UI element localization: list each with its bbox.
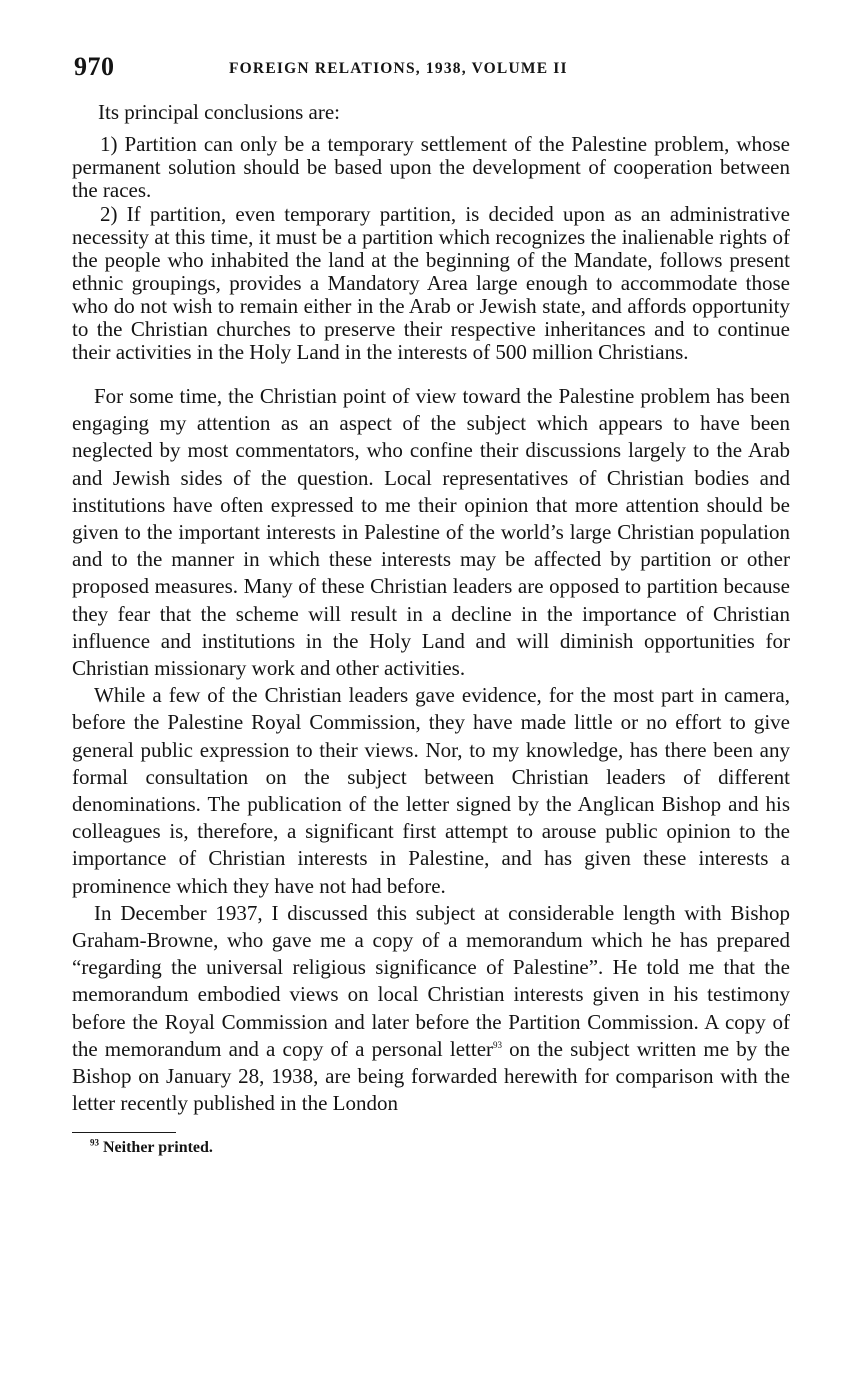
conclusion-item-2: 2) If partition, even temporary partition, is decided upon as an administrative necessity at this time, it must be a partition which recognizes the inalienable rights of the people who inhabited the land at the beginning of the Mandate, follows present ethnic groupings, provides a Mandatory Area large enough to accommodate those who do not wish to remain either in the Arab or Jewish state, and affords opportunity to the Christian churches to preserve their respective inheritances and to continue their activities in the Holy Land in the interests of 500 million Christians. xyxy=(72,202,790,364)
paragraph-text-before-footnote: In December 1937, I discussed this subject at considerable length with Bishop Graham-Browne, who gave me a copy of a memorandum which he has prepared “regarding the universal religious significance of Palestine”. He told me that the memorandum embodied views on local Christian interests given in his testimony before the Royal Commission and later before the Partition Commission. A copy of the memorandum and a copy of a personal letter xyxy=(72,900,790,1061)
running-title: FOREIGN RELATIONS, 1938, VOLUME II xyxy=(229,60,568,77)
running-header xyxy=(72,52,790,88)
paragraph-text-after-footnote: on the subject written me by the Bishop on January 28, 1938, are being forwarded herewith for comparison with the letter recently published in the London xyxy=(72,1036,790,1116)
document-page xyxy=(72,52,790,1157)
conclusion-item-1: 1) Partition can only be a temporary settlement of the Palestine problem, whose permanent solution should be based upon the development of cooperation between the races. xyxy=(72,132,790,202)
footnote-text: Neither printed. xyxy=(103,1139,213,1157)
footnote-marker: 93 xyxy=(90,1138,99,1149)
page-number: 970 xyxy=(74,52,115,81)
footnote-divider xyxy=(72,1132,176,1133)
conclusions-list xyxy=(72,133,790,364)
body-paragraph-1: For some time, the Christian point of view toward the Palestine problem has been engaging my attention as an aspect of the subject which appears to have been neglected by most commentators, who confine their discussions largely to the Arab and Jewish sides of the question. Local representatives of Christian bodies and institutions have often expressed to me their opinion that more attention should be given to the important interests in Palestine of the world’s large Christian population and to the manner in which these interests may be affected by partition or other proposed measures. Many of these Christian leaders are opposed to partition because they fear that the scheme will result in a decline in the importance of Christian influence and institutions in the Holy Land and will diminish opportunities for Christian missionary work and other activities. xyxy=(72,384,790,681)
body-text xyxy=(72,383,790,1117)
body-paragraph-2: While a few of the Christian leaders gave evidence, for the most part in camera, before the Palestine Royal Commission, they have made little or no effort to give general public expression to their views. Nor, to my knowledge, has there been any formal consultation on the subject between Christian leaders of different denominations. The publication of the letter signed by the Anglican Bishop and his colleagues is, therefore, a significant first attempt to arouse public opinion to the importance of Christian interests in Palestine, and has given these interests a prominence which they have not had before. xyxy=(72,683,790,898)
conclusions-intro: Its principal conclusions are: xyxy=(98,100,341,124)
body-paragraph-3 xyxy=(72,900,790,1118)
footnote-reference[interactable]: 93 xyxy=(493,1039,503,1050)
footnote xyxy=(72,1139,790,1157)
